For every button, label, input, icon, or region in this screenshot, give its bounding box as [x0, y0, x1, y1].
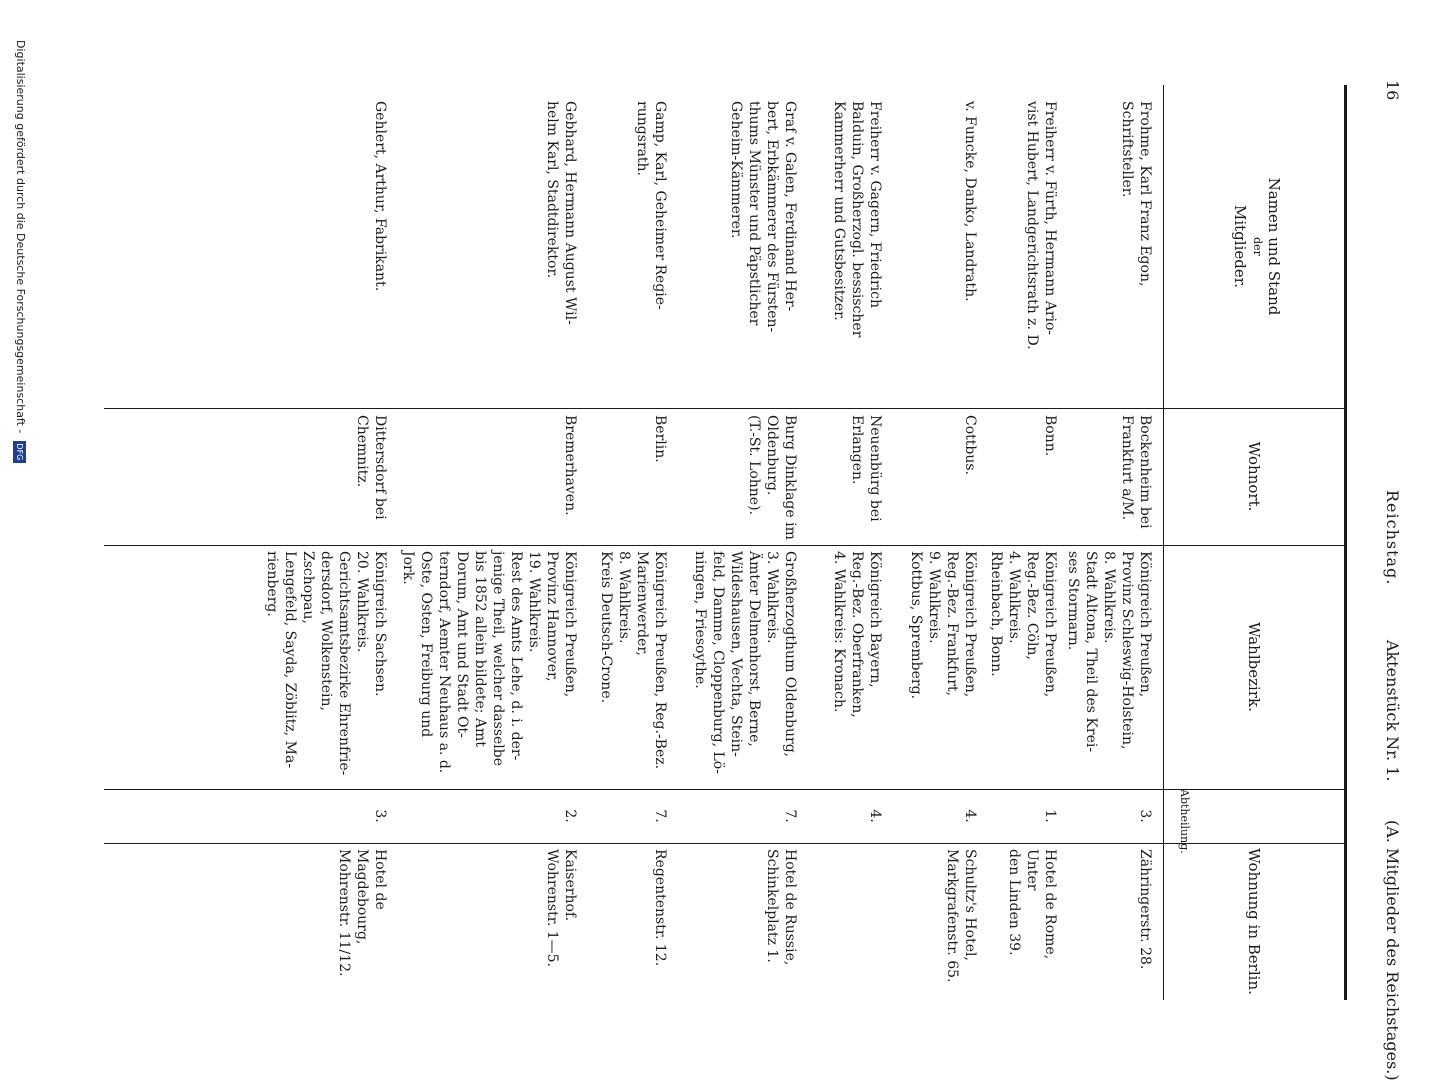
- header-divider: [1163, 85, 1164, 1000]
- member-wohnort: Bonn.: [1042, 415, 1058, 457]
- member-wohnort: Burg Dinklage im Oldenburg. (T.-St. Lohne).: [746, 415, 798, 540]
- member-wahlbezirk: Königreich Sachsen. 20. Wahlkreis. Gerichtsamtsbezirke Ehrenfrie- dersdorf, Wolkenstein, Zschopau, Lengefeld, Sayda, Zöblitz, Ma- rienberg.: [264, 551, 388, 776]
- member-wahlbezirk: Königreich Preußen, Provinz Hannover, 19. Wahlkreis. Rest des Amts Lehe, d. i. der- jenige Theil, welcher dasselbe bis 1852 allein bildete; Amt Dorum, Amt und Stadt Ot- terndorf, Aemter Neuhaus a. d. Oste, Osten, Freiburg und Jork.: [400, 551, 578, 774]
- member-name: Freiherr v. Fürth, Hermann Ario- vist Hubert, Landgerichtsrath z. D.: [1024, 101, 1058, 350]
- column-divider: [104, 408, 1344, 409]
- member-abtheilung: 4.: [962, 809, 978, 823]
- member-wahlbezirk: Großherzogthum Oldenburg, 3. Wahlkreis. Ämter Delmenhorst, Berne, Wildeshausen, Vechta, Stein- feld, Damme, Cloppenburg, Lö- ningen, Friesoythe.: [692, 551, 798, 774]
- member-wohnort: Bremerhaven.: [562, 415, 578, 516]
- member-wohnort: Neuenbürg bei Erlangen.: [849, 415, 883, 522]
- member-abtheilung: 7.: [782, 809, 798, 823]
- column-divider: [104, 545, 1344, 546]
- column-divider: [104, 789, 1344, 790]
- member-name: Gehlert, Arthur, Fabrikant.: [372, 101, 388, 292]
- member-name: v. Funcke, Danko, Landrath.: [962, 101, 978, 302]
- running-head-right: (A. Mitglieder des Reichstages.): [1383, 820, 1402, 1081]
- member-name: Gebhard, Hermann August Wil- helm Karl, Stadtdirektor.: [544, 101, 578, 325]
- member-wahlbezirk: Königreich Preußen, Reg.-Bez. Cöln, 4. Wahlkreis. Rheinbach, Bonn.: [988, 551, 1058, 698]
- member-name: Freiherr v. Gagern, Friedrich Balduin, Großherzogl. bessischer Kammerherr und Gutsbesitzer.: [831, 101, 883, 338]
- member-abtheilung: 2.: [562, 809, 578, 823]
- digitization-credit: [14, 40, 28, 463]
- member-wohnort: Berlin.: [652, 415, 668, 463]
- column-divider: [104, 843, 1344, 844]
- member-wohnung: Hotel de Russie, Schinkelplatz 1.: [764, 849, 798, 966]
- member-wohnung: Hotel de Magdebourg, Mohrenstr. 11/12.: [336, 849, 388, 977]
- member-abtheilung: 3.: [372, 809, 388, 823]
- credit-text: Digitalisierung gefördert durch die Deutsche Forschungsgemeinschaft -: [14, 40, 27, 434]
- member-abtheilung: 1.: [1042, 809, 1058, 823]
- page-number: 16: [1383, 80, 1402, 101]
- members-table: [104, 85, 1347, 1000]
- member-wahlbezirk: Königreich Preußen, Reg.-Bez. Frankfurt, 9. Wahlkreis. Kottbus, Spremberg.: [908, 551, 978, 699]
- member-wohnung: Schultz's Hotel, Markgrafenstr. 65.: [944, 849, 978, 983]
- member-wohnort: Cottbus.: [962, 415, 978, 476]
- member-wahlbezirk: Königreich Bayern, Reg.-Bez. Oberfranken, 4. Wahlkreis: Kronach.: [831, 551, 883, 718]
- member-wohnung: Hotel de Rome, Unter den Linden 39.: [1006, 849, 1058, 960]
- member-wohnung: Zähringerstr. 28.: [1137, 849, 1153, 970]
- column-header-wohnort: Wohnort.: [1245, 441, 1263, 512]
- member-wahlbezirk: Königreich Preußen, Provinz Schleswig-Holstein, 8. Wahlkreis. Stadt Altona, Theil des Krei- ses Stormarn.: [1065, 551, 1153, 753]
- column-header-name: Namen und Stand der Mitglieder.: [1231, 177, 1283, 316]
- member-name: Gamp, Karl, Geheimer Regie- rungsrath.: [634, 101, 668, 310]
- running-head-center: Aktenstück Nr. 1.: [1383, 640, 1402, 782]
- column-header-wohnung: Wohnung in Berlin.: [1245, 848, 1263, 995]
- dfg-logo: DFG: [14, 441, 27, 463]
- member-wohnort: Bockenheim bei Frankfurt a/M.: [1119, 415, 1153, 529]
- member-wahlbezirk: Königreich Preußen, Reg.-Bez. Marienwerder, 8. Wahlkreis. Kreis Deutsch-Crone.: [598, 551, 668, 770]
- member-abtheilung: 4.: [867, 809, 883, 823]
- column-header-abtheilung: Abtheilung.: [1178, 789, 1191, 854]
- member-wohnort: Dittersdorf bei Chemnitz.: [354, 415, 388, 520]
- column-header-wahlbezirk: Wahlbezirk.: [1245, 622, 1263, 712]
- member-name: Frohme, Karl Franz Egon, Schriftsteller.: [1119, 101, 1153, 287]
- member-wohnung: Kaiserhof. Wohrenstr. 1—5.: [544, 849, 578, 968]
- member-wohnung: Regentenstr. 12.: [652, 849, 668, 967]
- member-name: Graf v. Galen, Ferdinand Her- bert, Erbkämmerer des Fürsten- thums Münster und Päpstlicher Geheim-Kämmerer.: [728, 101, 798, 333]
- member-abtheilung: 7.: [652, 809, 668, 823]
- member-abtheilung: 3.: [1137, 809, 1153, 823]
- running-head-left: Reichstag.: [1383, 490, 1402, 586]
